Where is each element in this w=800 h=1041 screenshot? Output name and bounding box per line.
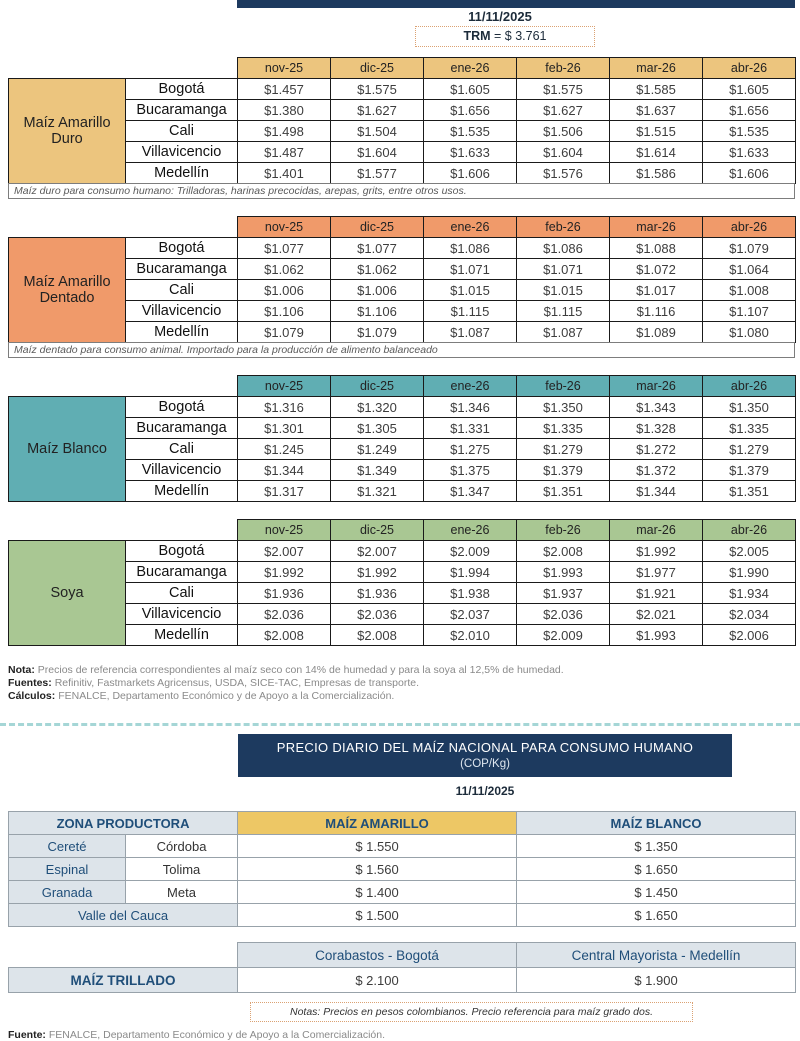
footnotes xyxy=(8,664,800,703)
price-cell: $1.072 xyxy=(610,259,703,280)
amarillo-column-header: MAÍZ AMARILLO xyxy=(238,812,517,835)
zone-name: Granada xyxy=(9,881,126,904)
price-cell: $1.992 xyxy=(610,541,703,562)
price-cell: $1.343 xyxy=(610,397,703,418)
corabastos-column-header: Corabastos - Bogotá xyxy=(238,943,517,968)
price-cell: $1.062 xyxy=(238,259,331,280)
price-cell: $1.344 xyxy=(238,460,331,481)
fuente-text: FENALCE, Departamento Económico y de Apoyo a la Comercialización. xyxy=(48,1029,386,1041)
price-cell: $1.604 xyxy=(331,142,424,163)
price-cell: $1.575 xyxy=(517,79,610,100)
price-cell: $1.487 xyxy=(238,142,331,163)
product-block-3 xyxy=(8,375,800,502)
month-header: dic-25 xyxy=(331,217,424,238)
city-price-row xyxy=(9,481,796,502)
monthly-price-table xyxy=(8,216,796,343)
footnote-calculos xyxy=(8,690,800,703)
footnote-fuentes xyxy=(8,677,800,690)
zone-department: Tolima xyxy=(126,858,238,881)
fuente-line xyxy=(8,1029,800,1041)
city-label: Cali xyxy=(126,583,238,604)
price-cell: $1.347 xyxy=(424,481,517,502)
price-cell: $1.506 xyxy=(517,121,610,142)
month-header: abr-26 xyxy=(703,520,796,541)
zone-row xyxy=(9,835,796,858)
price-cell: $1.633 xyxy=(424,142,517,163)
month-header: dic-25 xyxy=(331,520,424,541)
month-header-row xyxy=(9,376,796,397)
city-label: Bogotá xyxy=(126,238,238,259)
zone-name: Espinal xyxy=(9,858,126,881)
footnote-label: Fuentes: xyxy=(8,677,52,689)
blanco-column-header: MAÍZ BLANCO xyxy=(517,812,796,835)
price-cell: $1.320 xyxy=(331,397,424,418)
price-cell: $2.036 xyxy=(238,604,331,625)
table-corner xyxy=(9,58,238,79)
month-header: nov-25 xyxy=(238,520,331,541)
price-cell: $1.614 xyxy=(610,142,703,163)
city-price-row xyxy=(9,562,796,583)
city-price-row xyxy=(9,397,796,418)
price-cell: $1.990 xyxy=(703,562,796,583)
trillado-price-table xyxy=(8,942,796,993)
price-cell: $1.627 xyxy=(331,100,424,121)
price-cell: $1.086 xyxy=(517,238,610,259)
trm-box xyxy=(415,26,595,47)
price-cell: $1.089 xyxy=(610,322,703,343)
price-cell: $1.401 xyxy=(238,163,331,184)
price-cell: $2.008 xyxy=(238,625,331,646)
price-cell: $1.535 xyxy=(703,121,796,142)
city-price-row xyxy=(9,418,796,439)
price-cell: $1.535 xyxy=(424,121,517,142)
price-cell: $1.515 xyxy=(610,121,703,142)
price-cell: $1.275 xyxy=(424,439,517,460)
price-cell: $1.062 xyxy=(331,259,424,280)
zone-department: Córdoba xyxy=(126,835,238,858)
price-cell: $1.633 xyxy=(703,142,796,163)
price-cell: $1.992 xyxy=(331,562,424,583)
city-price-row xyxy=(9,301,796,322)
price-cell: $1.107 xyxy=(703,301,796,322)
city-price-row xyxy=(9,322,796,343)
price-cell: $1.977 xyxy=(610,562,703,583)
price-cell: $1.272 xyxy=(610,439,703,460)
price-cell: $1.115 xyxy=(424,301,517,322)
month-header: feb-26 xyxy=(517,520,610,541)
price-cell: $2.008 xyxy=(517,541,610,562)
city-label: Villavicencio xyxy=(126,142,238,163)
month-header-row xyxy=(9,217,796,238)
price-cell: $2.009 xyxy=(517,625,610,646)
table-corner xyxy=(9,520,238,541)
price-cell: $1.015 xyxy=(424,280,517,301)
zone-name: Cereté xyxy=(9,835,126,858)
price-cell: $1.335 xyxy=(703,418,796,439)
price-cell: $1.457 xyxy=(238,79,331,100)
price-cell: $ 1.650 xyxy=(517,904,796,927)
city-label: Medellín xyxy=(126,163,238,184)
city-price-row xyxy=(9,460,796,481)
city-label: Cali xyxy=(126,439,238,460)
price-cell: $1.350 xyxy=(703,397,796,418)
price-cell: $1.938 xyxy=(424,583,517,604)
product-label: Maíz Blanco xyxy=(9,397,126,502)
footnote-text: Refinitiv, Fastmarkets Agricensus, USDA, SICE-TAC, Empresas de transporte. xyxy=(54,677,419,689)
price-cell: $2.036 xyxy=(517,604,610,625)
month-header: ene-26 xyxy=(424,58,517,79)
price-cell: $1.106 xyxy=(331,301,424,322)
trillado-label: MAÍZ TRILLADO xyxy=(9,968,238,993)
city-label: Medellín xyxy=(126,481,238,502)
month-header: mar-26 xyxy=(610,376,703,397)
month-header: nov-25 xyxy=(238,217,331,238)
dashed-divider xyxy=(0,723,800,726)
price-cell: $1.079 xyxy=(238,322,331,343)
price-cell: $1.993 xyxy=(610,625,703,646)
price-cell: $1.936 xyxy=(331,583,424,604)
city-price-row xyxy=(9,259,796,280)
price-cell: $1.605 xyxy=(703,79,796,100)
price-cell: $1.317 xyxy=(238,481,331,502)
price-cell: $ 1.650 xyxy=(517,858,796,881)
price-cell: $ 1.900 xyxy=(517,968,796,993)
monthly-price-tables xyxy=(8,57,800,646)
price-cell: $1.936 xyxy=(238,583,331,604)
city-price-row xyxy=(9,238,796,259)
table-corner xyxy=(9,943,238,968)
price-cell: $1.071 xyxy=(424,259,517,280)
month-header: mar-26 xyxy=(610,217,703,238)
price-cell: $2.021 xyxy=(610,604,703,625)
zone-table-header-row xyxy=(9,812,796,835)
price-cell: $1.605 xyxy=(424,79,517,100)
price-cell: $1.006 xyxy=(238,280,331,301)
price-cell: $2.005 xyxy=(703,541,796,562)
month-header: ene-26 xyxy=(424,376,517,397)
price-cell: $1.504 xyxy=(331,121,424,142)
price-cell: $1.586 xyxy=(610,163,703,184)
price-cell: $1.375 xyxy=(424,460,517,481)
city-label: Villavicencio xyxy=(126,301,238,322)
product-note: Maíz dentado para consumo animal. Importado para la producción de alimento balanceado xyxy=(8,342,795,358)
zone-column-header: ZONA PRODUCTORA xyxy=(9,812,238,835)
price-cell: $1.656 xyxy=(424,100,517,121)
price-cell: $1.372 xyxy=(610,460,703,481)
product-label: Maíz Amarillo Dentado xyxy=(9,238,126,343)
zone-row xyxy=(9,904,796,927)
month-header: mar-26 xyxy=(610,520,703,541)
section2-title: PRECIO DIARIO DEL MAÍZ NACIONAL PARA CONSUMO HUMANO xyxy=(276,740,694,755)
price-cell: $1.576 xyxy=(517,163,610,184)
price-cell: $1.498 xyxy=(238,121,331,142)
city-price-row xyxy=(9,541,796,562)
product-block-2 xyxy=(8,216,800,358)
month-header: mar-26 xyxy=(610,58,703,79)
city-label: Villavicencio xyxy=(126,604,238,625)
month-header: abr-26 xyxy=(703,217,796,238)
bulletin-content xyxy=(0,57,800,1041)
price-cell: $2.010 xyxy=(424,625,517,646)
city-price-row xyxy=(9,439,796,460)
price-cell: $ 1.450 xyxy=(517,881,796,904)
price-cell: $1.064 xyxy=(703,259,796,280)
month-header: nov-25 xyxy=(238,58,331,79)
price-cell: $1.994 xyxy=(424,562,517,583)
city-price-row xyxy=(9,604,796,625)
price-cell: $1.606 xyxy=(703,163,796,184)
price-cell: $1.116 xyxy=(610,301,703,322)
price-cell: $1.087 xyxy=(517,322,610,343)
city-price-row xyxy=(9,142,796,163)
price-cell: $ 1.500 xyxy=(238,904,517,927)
price-cell: $2.009 xyxy=(424,541,517,562)
price-cell: $1.627 xyxy=(517,100,610,121)
price-cell: $1.008 xyxy=(703,280,796,301)
price-cell: $1.087 xyxy=(424,322,517,343)
city-label: Medellín xyxy=(126,625,238,646)
footnote-nota xyxy=(8,664,800,677)
month-header: nov-25 xyxy=(238,376,331,397)
price-cell: $1.637 xyxy=(610,100,703,121)
price-cell: $ 1.350 xyxy=(517,835,796,858)
price-cell: $1.350 xyxy=(517,397,610,418)
trm-label: TRM xyxy=(463,29,491,43)
report-date: 11/11/2025 xyxy=(468,9,532,24)
price-cell: $1.249 xyxy=(331,439,424,460)
price-cell: $1.351 xyxy=(517,481,610,502)
price-cell: $1.077 xyxy=(238,238,331,259)
fuente-label: Fuente: xyxy=(8,1029,46,1041)
price-cell: $1.115 xyxy=(517,301,610,322)
city-label: Cali xyxy=(126,121,238,142)
city-label: Cali xyxy=(126,280,238,301)
price-cell: $1.351 xyxy=(703,481,796,502)
product-label: Soya xyxy=(9,541,126,646)
footnote-text: Precios de referencia correspondientes al maíz seco con 14% de humedad y para la soya al 12,5% de humedad. xyxy=(37,664,564,676)
month-header: feb-26 xyxy=(517,217,610,238)
price-cell: $2.007 xyxy=(331,541,424,562)
central-mayorista-column-header: Central Mayorista - Medellín xyxy=(517,943,796,968)
top-title-bar xyxy=(237,0,795,8)
price-cell: $1.086 xyxy=(424,238,517,259)
city-label: Bucaramanga xyxy=(126,562,238,583)
price-cell: $1.080 xyxy=(703,322,796,343)
monthly-price-table xyxy=(8,57,796,184)
city-price-row xyxy=(9,583,796,604)
product-block-4 xyxy=(8,519,800,646)
table-corner xyxy=(9,376,238,397)
month-header: abr-26 xyxy=(703,58,796,79)
product-block-1 xyxy=(8,57,800,199)
month-header: feb-26 xyxy=(517,376,610,397)
price-cell: $1.606 xyxy=(424,163,517,184)
city-label: Bucaramanga xyxy=(126,418,238,439)
month-header-row xyxy=(9,520,796,541)
price-cell: $1.993 xyxy=(517,562,610,583)
notas-box: Notas: Precios en pesos colombianos. Precio referencia para maíz grado dos. xyxy=(250,1002,693,1022)
price-cell: $1.344 xyxy=(610,481,703,502)
section2-subtitle: (COP/Kg) xyxy=(460,758,510,770)
price-cell: $1.106 xyxy=(238,301,331,322)
price-cell: $1.088 xyxy=(610,238,703,259)
price-cell: $1.656 xyxy=(703,100,796,121)
price-cell: $1.921 xyxy=(610,583,703,604)
price-cell: $1.335 xyxy=(517,418,610,439)
price-cell: $1.575 xyxy=(331,79,424,100)
section2-date: 11/11/2025 xyxy=(455,784,515,798)
price-cell: $2.007 xyxy=(238,541,331,562)
price-cell: $1.604 xyxy=(517,142,610,163)
footnote-text: FENALCE, Departamento Económico y de Apoyo a la Comercialización. xyxy=(58,690,395,702)
trm-value: = $ 3.761 xyxy=(494,29,547,43)
zone-row xyxy=(9,881,796,904)
section2-title-bar xyxy=(238,734,732,777)
price-cell: $2.006 xyxy=(703,625,796,646)
zone-department: Meta xyxy=(126,881,238,904)
month-header: ene-26 xyxy=(424,217,517,238)
city-label: Bogotá xyxy=(126,397,238,418)
footnote-label: Cálculos: xyxy=(8,690,56,702)
city-price-row xyxy=(9,79,796,100)
price-cell: $1.071 xyxy=(517,259,610,280)
city-price-row xyxy=(9,280,796,301)
month-header: feb-26 xyxy=(517,58,610,79)
price-cell: $ 1.560 xyxy=(238,858,517,881)
month-header: ene-26 xyxy=(424,520,517,541)
price-cell: $1.305 xyxy=(331,418,424,439)
trillado-header-row xyxy=(9,943,796,968)
price-cell: $ 1.400 xyxy=(238,881,517,904)
zone-price-table xyxy=(8,811,796,927)
price-cell: $1.934 xyxy=(703,583,796,604)
product-note: Maíz duro para consumo humano: Trilladoras, harinas precocidas, arepas, grits, entre otros usos. xyxy=(8,183,795,199)
price-cell: $1.079 xyxy=(331,322,424,343)
city-price-row xyxy=(9,121,796,142)
city-label: Medellín xyxy=(126,322,238,343)
price-cell: $1.279 xyxy=(703,439,796,460)
price-cell: $ 1.550 xyxy=(238,835,517,858)
city-price-row xyxy=(9,625,796,646)
table-corner xyxy=(9,217,238,238)
price-cell: $1.328 xyxy=(610,418,703,439)
price-cell: $2.037 xyxy=(424,604,517,625)
trillado-row xyxy=(9,968,796,993)
city-label: Bogotá xyxy=(126,79,238,100)
product-label: Maíz Amarillo Duro xyxy=(9,79,126,184)
price-cell: $1.079 xyxy=(703,238,796,259)
price-cell: $1.316 xyxy=(238,397,331,418)
price-cell: $1.279 xyxy=(517,439,610,460)
price-cell: $ 2.100 xyxy=(238,968,517,993)
price-cell: $1.077 xyxy=(331,238,424,259)
price-cell: $2.008 xyxy=(331,625,424,646)
monthly-price-table xyxy=(8,519,796,646)
city-label: Bucaramanga xyxy=(126,259,238,280)
price-cell: $1.346 xyxy=(424,397,517,418)
city-label: Bucaramanga xyxy=(126,100,238,121)
price-cell: $2.036 xyxy=(331,604,424,625)
price-cell: $1.379 xyxy=(703,460,796,481)
price-cell: $1.301 xyxy=(238,418,331,439)
month-header: dic-25 xyxy=(331,58,424,79)
price-cell: $1.331 xyxy=(424,418,517,439)
price-cell: $1.349 xyxy=(331,460,424,481)
price-cell: $1.017 xyxy=(610,280,703,301)
price-cell: $1.245 xyxy=(238,439,331,460)
price-cell: $1.577 xyxy=(331,163,424,184)
price-cell: $1.937 xyxy=(517,583,610,604)
price-cell: $1.015 xyxy=(517,280,610,301)
price-cell: $1.380 xyxy=(238,100,331,121)
month-header-row xyxy=(9,58,796,79)
price-cell: $1.379 xyxy=(517,460,610,481)
price-cell: $2.034 xyxy=(703,604,796,625)
price-cell: $1.321 xyxy=(331,481,424,502)
price-cell: $1.992 xyxy=(238,562,331,583)
zone-row xyxy=(9,858,796,881)
price-cell: $1.585 xyxy=(610,79,703,100)
city-label: Villavicencio xyxy=(126,460,238,481)
month-header: abr-26 xyxy=(703,376,796,397)
footnote-label: Nota: xyxy=(8,664,35,676)
price-cell: $1.006 xyxy=(331,280,424,301)
city-label: Bogotá xyxy=(126,541,238,562)
zone-name: Valle del Cauca xyxy=(9,904,238,927)
city-price-row xyxy=(9,100,796,121)
month-header: dic-25 xyxy=(331,376,424,397)
monthly-price-table xyxy=(8,375,796,502)
city-price-row xyxy=(9,163,796,184)
